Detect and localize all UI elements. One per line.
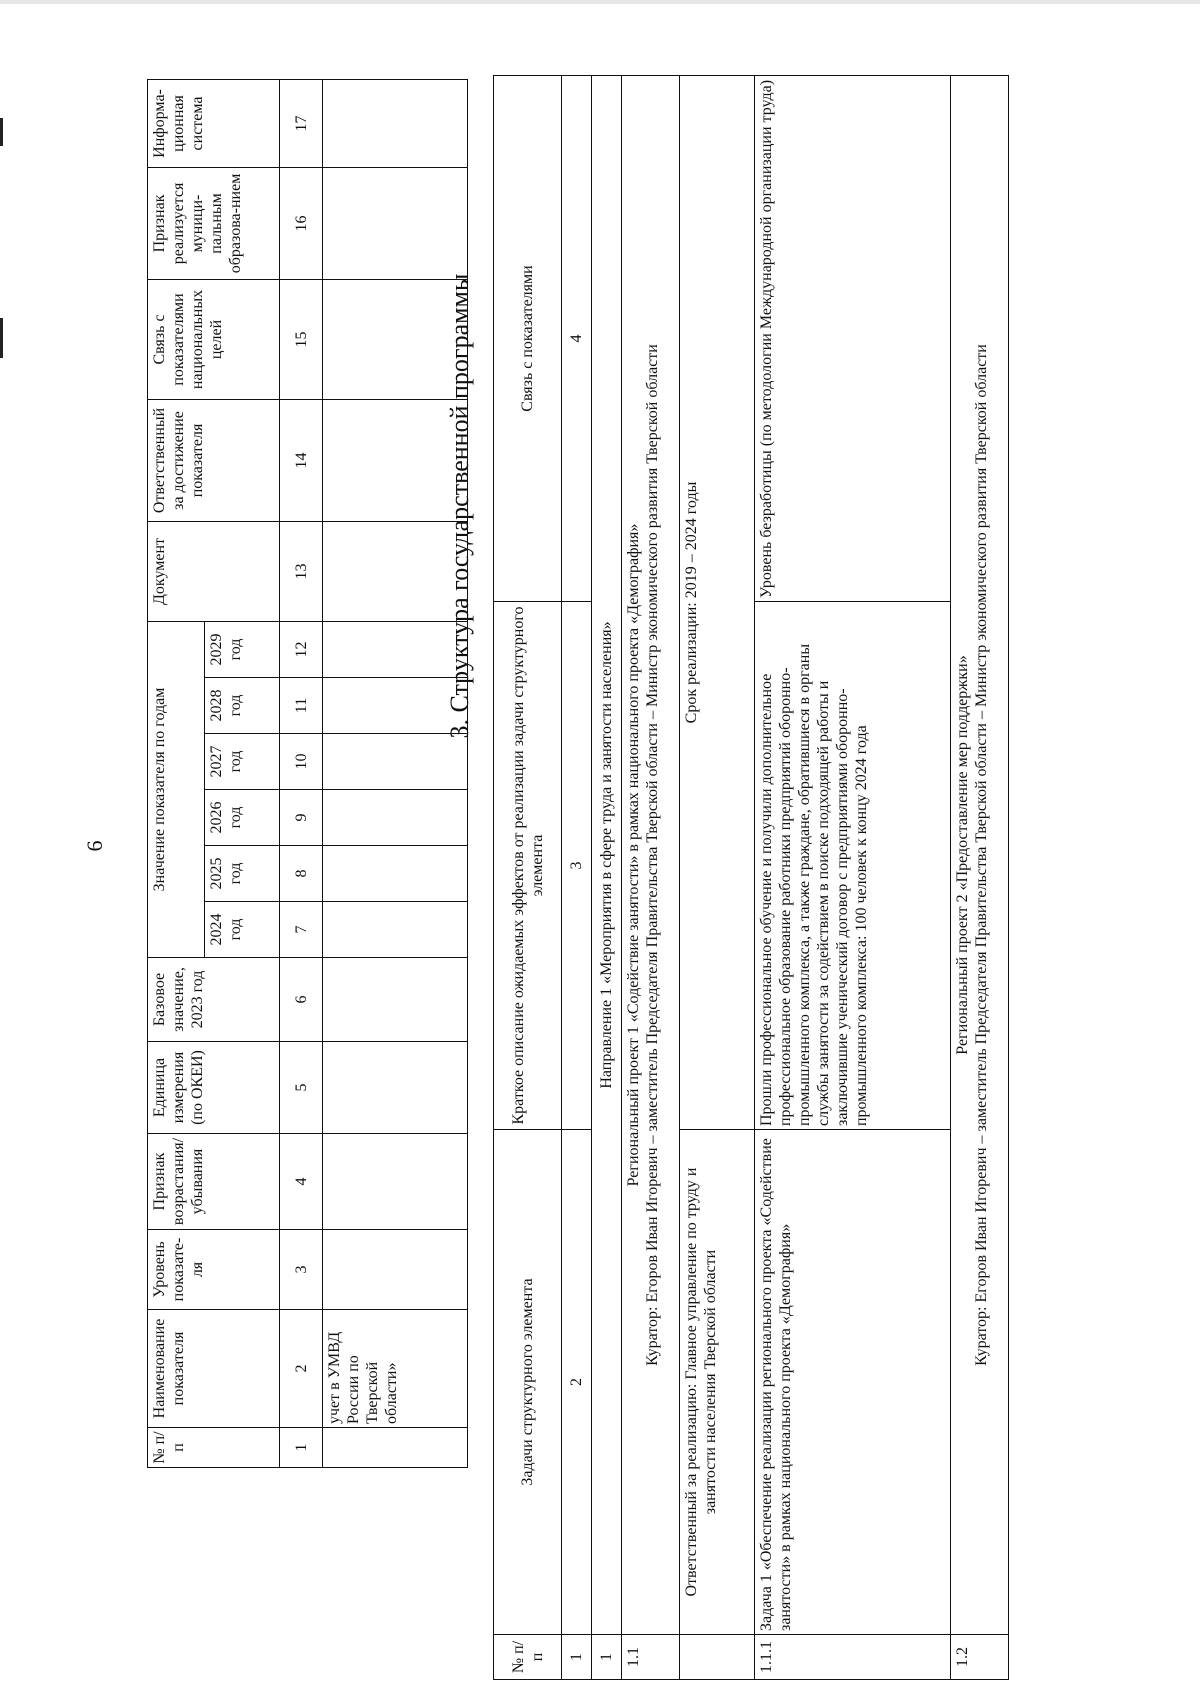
table-row [951,76,1009,1680]
header-values-by-year: Значение показателя по годам [148,621,205,957]
column-number: 4 [280,1134,323,1230]
indicators-table-container [147,80,449,1468]
column-number: 6 [280,958,323,1042]
column-number: 1 [280,1428,323,1468]
column-number: 11 [280,678,323,734]
header-name: Наименование показателя [148,1310,280,1428]
header-num: № п/п [494,1635,562,1680]
header-num: № п/п [148,1428,280,1468]
direction-cell: Направление 1 «Мероприятия в сфере труда и занятости населения» [592,76,622,1635]
header-year: 2029 год [205,621,280,677]
column-number: 13 [280,521,323,621]
table-header-row [148,79,205,1467]
scan-binding-mark [0,318,3,358]
project-cell [622,76,680,1635]
header-municipal: Признак реализуется муници-пальным образова-нием [148,167,280,279]
table-cell [323,1428,468,1468]
page-number: 6 [82,840,107,852]
table-row [755,76,951,1680]
effect-cell: Прошли профессиональное обучение и получили дополнительное профессиональное образование работники предприятий оборонно-промышленного комплекса, а также граждане, обратившиеся в органы службы занятости за содействием в поиске подходящей работы и заключившие ученический договор с предприятиями оборонно-промышленного комплекса: 100 человек к концу 2024 года [755,602,951,1130]
period-cell: Срок реализации: 2019 – 2024 годы [680,76,755,1130]
header-info-system: Информа-ционная система [148,79,280,167]
header-year: 2028 год [205,678,280,734]
column-number: 17 [280,79,323,167]
indicator-name-cell: учет в УМВД России по Тверской области» [323,1310,468,1428]
row-num: 1.1.1 [755,1635,951,1680]
column-number: 7 [280,902,323,958]
column-number: 12 [280,621,323,677]
project-title: Региональный проект 2 «Предоставление мер поддержки» [954,655,971,1055]
header-base: Базовое значение, 2023 год [148,958,280,1042]
header-level: Уровень показате-ля [148,1230,280,1310]
table-cell [680,1635,755,1680]
indicators-table [147,79,468,1468]
column-number: 16 [280,167,323,279]
header-link: Связь с показателями [494,76,562,602]
table-cell [323,1134,468,1230]
table-cell [323,1230,468,1310]
column-number-row [562,76,592,1680]
header-link: Связь с показателями национальных целей [148,279,280,399]
header-tasks: Задачи структурного элемента [494,1130,562,1635]
responsible-cell: Ответственный за реализацию: Главное управление по труду и занятости населения Тверской области [680,1130,755,1635]
table-row [592,76,622,1680]
header-year: 2026 год [205,790,280,846]
column-number: 1 [562,1635,592,1680]
table-row [622,76,680,1680]
column-number: 3 [280,1230,323,1310]
header-sign: Признак возрастания/ убывания [148,1134,280,1230]
column-number: 4 [562,76,592,602]
column-number: 14 [280,399,323,521]
header-year: 2025 год [205,846,280,902]
column-number: 2 [280,1310,323,1428]
table-header-row [494,76,562,1680]
project-title: Региональный проект 1 «Содействие занятости» в рамках национального проекта «Демография» [625,523,642,1187]
column-number: 8 [280,846,323,902]
header-year: 2024 год [205,902,280,958]
table-row [680,76,755,1680]
column-number: 9 [280,790,323,846]
row-num: 1.2 [951,1635,1009,1680]
row-num: 1.1 [622,1635,680,1680]
header-effects: Краткое описание ожидаемых эффектов от реализации задачи структурного элемента [494,602,562,1130]
header-unit: Единица измерения (по ОКЕИ) [148,1042,280,1134]
column-number: 5 [280,1042,323,1134]
table-cell [323,1042,468,1134]
column-number: 3 [562,602,592,1130]
column-number: 10 [280,734,323,790]
column-number: 2 [562,1130,592,1635]
header-document: Документ [148,521,280,621]
project-curator: Куратор: Егоров Иван Игоревич – заместитель Председателя Правительства Тверской области – Министр экономического развития Тверской области [973,344,990,1366]
header-year: 2027 год [205,734,280,790]
column-number-row [280,79,323,1467]
section-title: 3. Структура государственной программы [445,273,474,739]
row-num: 1 [592,1635,622,1680]
scan-top-edge [0,0,1200,4]
task-cell: Задача 1 «Обеспечение реализации регионального проекта «Содействие занятости» в рамках национального проекта «Демография» [755,1130,951,1635]
structure-table [493,75,1009,1680]
scan-binding-mark [0,118,3,146]
column-number: 15 [280,279,323,399]
link-cell: Уровень безработицы (по методологии Международной организации труда) [755,76,951,602]
header-responsible: Ответственный за достижение показателя [148,399,280,521]
project-curator: Куратор: Егоров Иван Игоревич – заместитель Председателя Правительства Тверской области – Министр экономического развития Тверской области [644,344,661,1366]
structure-table-container [493,76,1008,1680]
project-cell [951,76,1009,1635]
